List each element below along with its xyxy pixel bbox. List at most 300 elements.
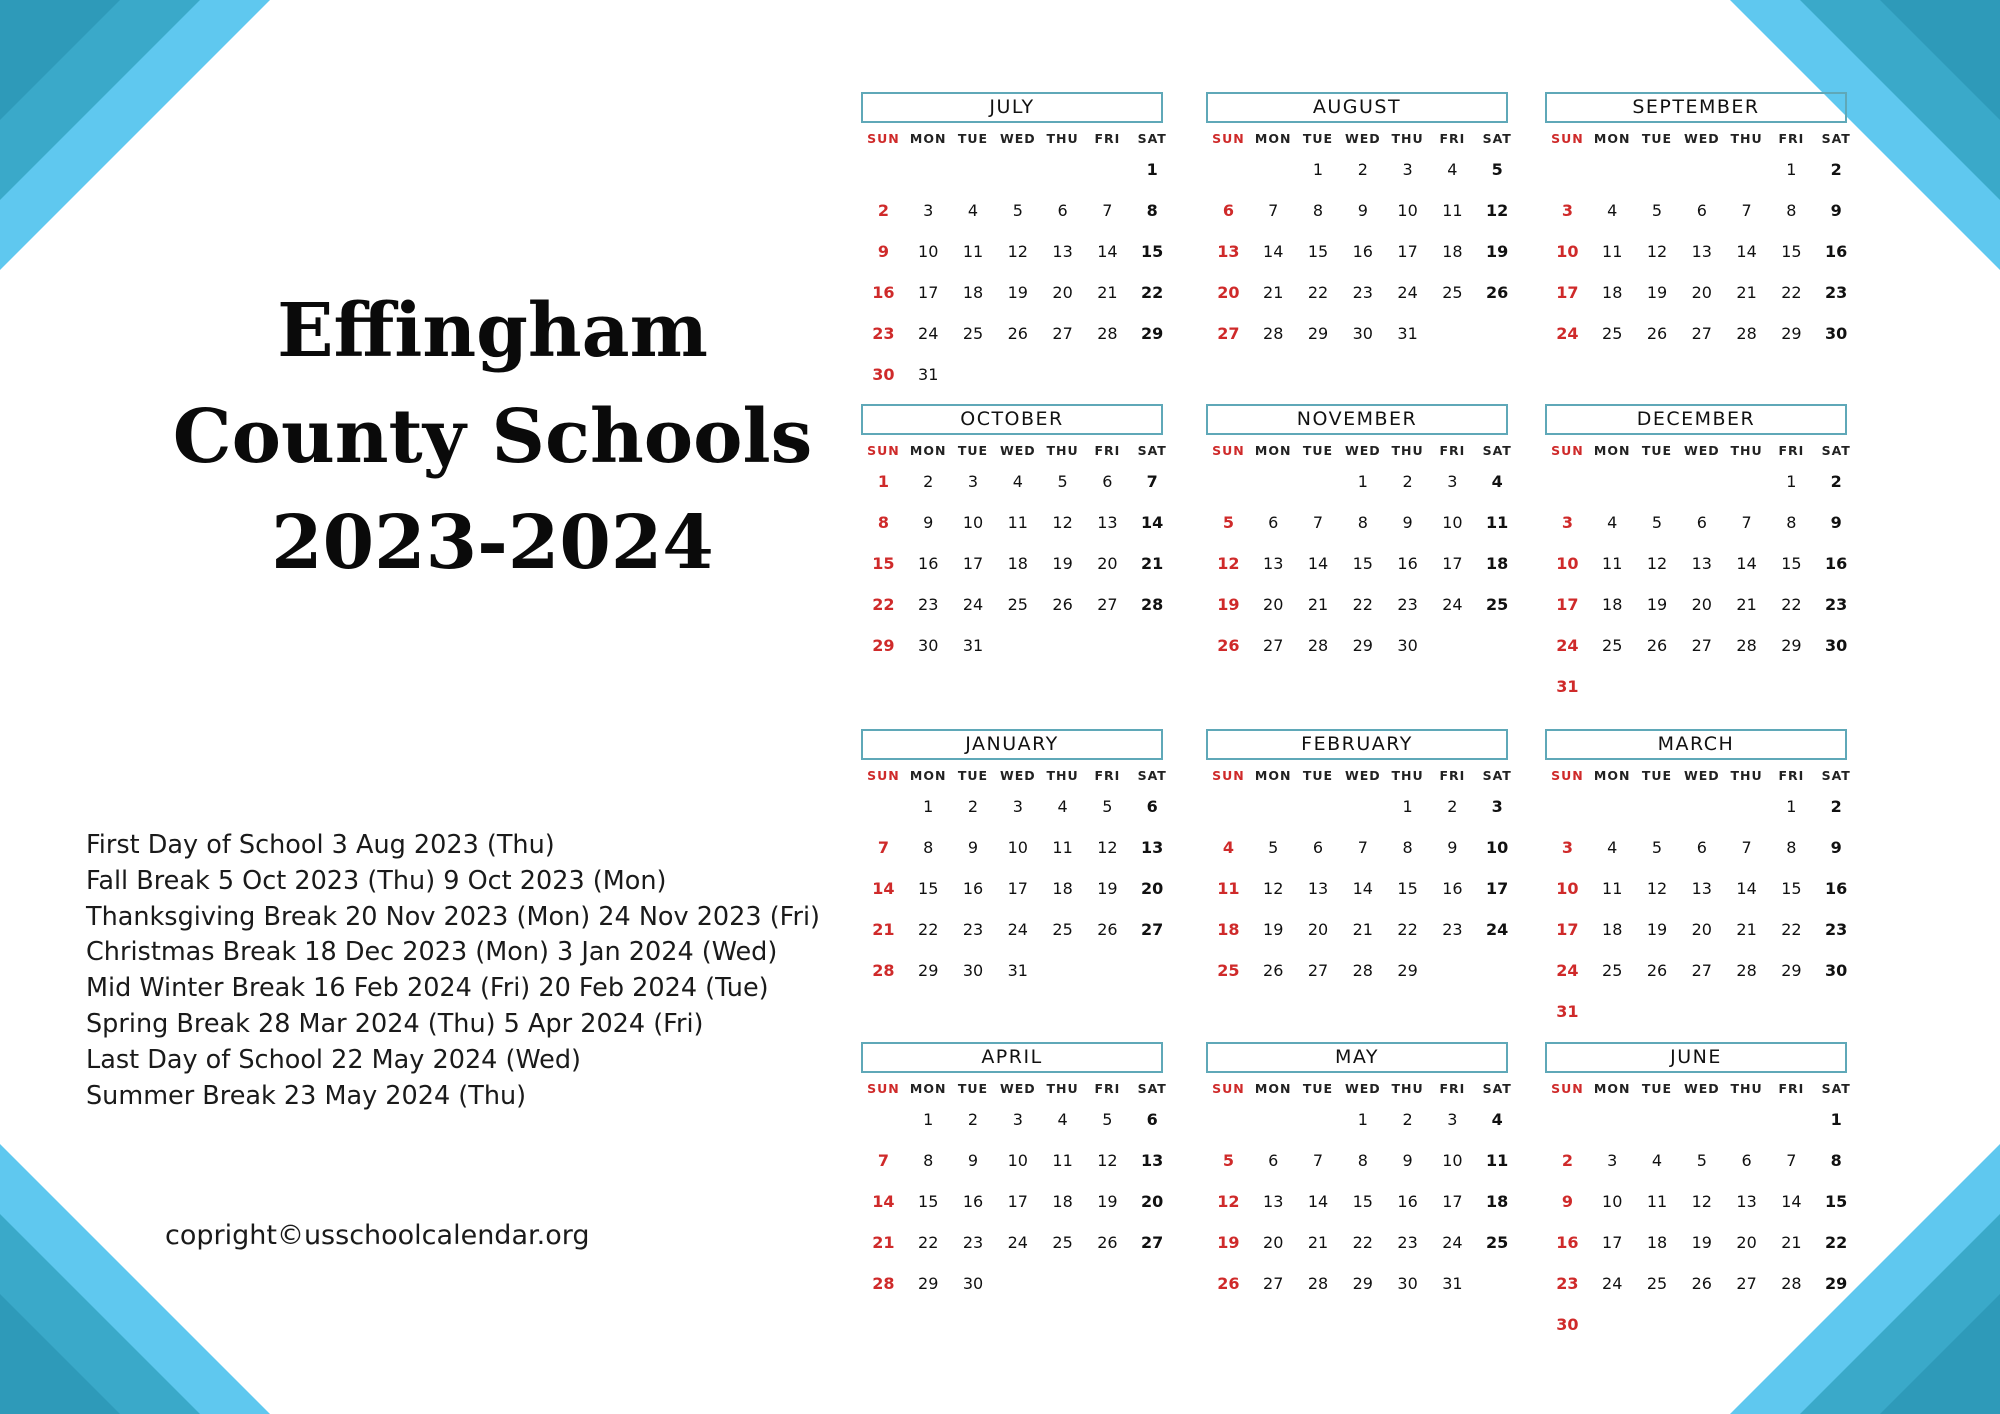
empty-day-cell [951, 149, 996, 190]
day-cell: 26 [1646, 324, 1668, 343]
day-cell: 21 [872, 1233, 895, 1252]
day-cell: 3 [1561, 513, 1573, 532]
month-days-grid [861, 129, 1167, 395]
weekday-label: SAT [1821, 443, 1851, 458]
day-cell: 20 [1141, 879, 1164, 898]
weekday-label: MON [1593, 1081, 1631, 1096]
weekday-label: TUE [957, 768, 989, 783]
weekday-label: FRI [1094, 131, 1121, 146]
weekday-label: TUE [1302, 768, 1334, 783]
empty-day-cell [1545, 786, 1590, 827]
day-cell: 3 [1402, 160, 1413, 179]
weekday-label: FRI [1439, 1081, 1466, 1096]
weekday-label: MON [1593, 768, 1631, 783]
weekday-label: WED [1344, 768, 1381, 783]
day-cell: 5 [1268, 838, 1279, 857]
day-cell: 22 [1781, 920, 1802, 939]
day-cell: 22 [1307, 283, 1329, 302]
day-cell: 10 [1556, 879, 1579, 898]
weekday-label: FRI [1778, 1081, 1805, 1096]
day-cell: 9 [1830, 513, 1842, 532]
day-cell: 6 [1057, 201, 1068, 220]
day-cell: 7 [877, 838, 889, 857]
day-cell: 13 [1307, 879, 1329, 898]
month-january [861, 729, 1167, 991]
day-cell: 9 [1561, 1192, 1573, 1211]
day-cell: 22 [1781, 595, 1802, 614]
day-cell: 21 [1736, 595, 1757, 614]
day-cell: 8 [923, 838, 934, 857]
event-item: Christmas Break 18 Dec 2023 (Mon) 3 Jan 2024 (Wed) [86, 937, 778, 968]
day-cell: 11 [1602, 554, 1623, 573]
empty-day-cell [1590, 786, 1635, 827]
month-may [1206, 1042, 1512, 1304]
event-item: Summer Break 23 May 2024 (Thu) [86, 1080, 527, 1111]
day-cell: 20 [1097, 554, 1118, 573]
day-cell: 4 [1607, 838, 1618, 857]
month-february [1206, 729, 1512, 991]
day-cell: 15 [1781, 242, 1802, 261]
day-cell: 23 [1825, 283, 1848, 302]
empty-day-cell [1635, 786, 1680, 827]
day-cell: 27 [1263, 1274, 1284, 1293]
day-cell: 2 [967, 797, 979, 816]
month-title: APRIL [861, 1042, 1163, 1073]
weekday-label: SUN [1212, 1081, 1245, 1096]
day-cell: 8 [1357, 513, 1368, 532]
empty-day-cell [1724, 1099, 1769, 1140]
empty-day-cell [1545, 461, 1590, 502]
day-cell: 2 [1357, 160, 1368, 179]
day-cell: 21 [1352, 920, 1373, 939]
empty-day-cell [995, 149, 1040, 190]
day-cell: 11 [1217, 879, 1240, 898]
event-item: Fall Break 5 Oct 2023 (Thu) 9 Oct 2023 (Mon) [86, 865, 667, 896]
day-cell: 4 [1447, 160, 1458, 179]
day-cell: 4 [1491, 1110, 1503, 1129]
day-cell: 31 [1556, 1002, 1579, 1021]
empty-day-cell [1206, 1099, 1251, 1140]
day-cell: 15 [1352, 554, 1373, 573]
day-cell: 20 [1691, 595, 1712, 614]
day-cell: 13 [1691, 242, 1712, 261]
empty-day-cell [861, 1099, 906, 1140]
weekday-label: WED [1344, 443, 1381, 458]
weekday-label: SAT [1482, 768, 1512, 783]
day-cell: 14 [1141, 513, 1164, 532]
day-cell: 13 [1141, 1151, 1164, 1170]
empty-day-cell [861, 786, 906, 827]
day-cell: 14 [1263, 242, 1284, 261]
weekday-label: THU [1730, 131, 1763, 146]
day-cell: 7 [1312, 513, 1324, 532]
day-cell: 2 [1447, 797, 1458, 816]
day-cell: 23 [1556, 1274, 1579, 1293]
day-cell: 13 [1097, 513, 1118, 532]
weekday-label: SUN [867, 768, 900, 783]
day-cell: 11 [1602, 879, 1623, 898]
day-cell: 16 [962, 1192, 984, 1211]
day-cell: 14 [1307, 1192, 1329, 1211]
empty-day-cell [1296, 1099, 1341, 1140]
month-days-grid [1545, 129, 1851, 354]
day-cell: 6 [1696, 201, 1707, 220]
weekday-label: SUN [1212, 768, 1245, 783]
weekday-label: TUE [957, 131, 989, 146]
day-cell: 23 [1825, 920, 1848, 939]
event-item: Last Day of School 22 May 2024 (Wed) [86, 1044, 581, 1075]
day-cell: 19 [1217, 1233, 1240, 1252]
weekday-label: FRI [1094, 768, 1121, 783]
day-cell: 8 [923, 1151, 934, 1170]
day-cell: 2 [877, 201, 889, 220]
event-item: Spring Break 28 Mar 2024 (Thu) 5 Apr 2024 (Fri) [86, 1008, 704, 1039]
weekday-label: MON [1254, 1081, 1292, 1096]
day-cell: 6 [1222, 201, 1234, 220]
day-cell: 15 [1141, 242, 1164, 261]
weekday-label: WED [1683, 443, 1720, 458]
day-cell: 15 [1397, 879, 1418, 898]
day-cell: 30 [962, 961, 984, 980]
day-cell: 27 [1052, 324, 1073, 343]
day-cell: 29 [918, 961, 939, 980]
day-cell: 25 [1442, 283, 1463, 302]
day-cell: 18 [1602, 595, 1623, 614]
day-cell: 30 [918, 636, 939, 655]
day-cell: 24 [1442, 595, 1463, 614]
day-cell: 31 [1397, 324, 1418, 343]
day-cell: 3 [923, 201, 934, 220]
day-cell: 17 [1007, 879, 1028, 898]
month-title: JUNE [1545, 1042, 1847, 1073]
day-cell: 20 [1263, 1233, 1284, 1252]
day-cell: 27 [1736, 1274, 1757, 1293]
day-cell: 4 [1607, 513, 1618, 532]
day-cell: 14 [1736, 879, 1757, 898]
month-days-grid [1545, 1079, 1851, 1345]
day-cell: 26 [1646, 636, 1668, 655]
day-cell: 4 [1491, 472, 1503, 491]
day-cell: 21 [1307, 1233, 1329, 1252]
day-cell: 14 [1736, 554, 1757, 573]
day-cell: 1 [1402, 797, 1413, 816]
day-cell: 18 [1602, 283, 1623, 302]
day-cell: 22 [872, 595, 895, 614]
day-cell: 5 [1651, 838, 1663, 857]
day-cell: 18 [1646, 1233, 1668, 1252]
day-cell: 28 [1736, 636, 1757, 655]
empty-day-cell [1679, 786, 1724, 827]
weekday-label: SAT [1137, 1081, 1167, 1096]
day-cell: 25 [1602, 636, 1623, 655]
day-cell: 25 [1646, 1274, 1668, 1293]
month-days-grid [861, 441, 1167, 666]
weekday-label: SAT [1482, 131, 1512, 146]
day-cell: 15 [1307, 242, 1329, 261]
day-cell: 18 [1602, 920, 1623, 939]
day-cell: 16 [1825, 554, 1848, 573]
day-cell: 2 [1402, 1110, 1413, 1129]
weekday-label: WED [999, 1081, 1036, 1096]
day-cell: 20 [1263, 595, 1284, 614]
day-cell: 24 [1602, 1274, 1623, 1293]
day-cell: 13 [1263, 1192, 1284, 1211]
day-cell: 28 [1307, 1274, 1329, 1293]
empty-day-cell [1545, 149, 1590, 190]
day-cell: 29 [1825, 1274, 1848, 1293]
day-cell: 12 [1646, 879, 1668, 898]
month-title: FEBRUARY [1206, 729, 1508, 760]
day-cell: 29 [918, 1274, 939, 1293]
day-cell: 5 [1651, 201, 1663, 220]
day-cell: 27 [1263, 636, 1284, 655]
day-cell: 26 [1263, 961, 1284, 980]
day-cell: 2 [1830, 472, 1842, 491]
day-cell: 10 [1007, 1151, 1028, 1170]
day-cell: 21 [1307, 595, 1329, 614]
month-title: MAY [1206, 1042, 1508, 1073]
day-cell: 19 [1052, 554, 1073, 573]
day-cell: 9 [967, 838, 979, 857]
day-cell: 11 [1442, 201, 1463, 220]
day-cell: 9 [1830, 838, 1842, 857]
weekday-label: SAT [1482, 443, 1512, 458]
day-cell: 6 [1102, 472, 1113, 491]
day-cell: 23 [1397, 595, 1418, 614]
day-cell: 24 [962, 595, 984, 614]
weekday-label: SUN [1551, 1081, 1584, 1096]
weekday-label: SAT [1821, 1081, 1851, 1096]
day-cell: 14 [1097, 242, 1118, 261]
day-cell: 20 [1141, 1192, 1164, 1211]
day-cell: 3 [1561, 838, 1573, 857]
day-cell: 5 [1696, 1151, 1707, 1170]
day-cell: 30 [1397, 1274, 1418, 1293]
day-cell: 2 [967, 1110, 979, 1129]
day-cell: 29 [1352, 636, 1373, 655]
day-cell: 23 [1825, 595, 1848, 614]
day-cell: 17 [1556, 283, 1579, 302]
empty-day-cell [1635, 149, 1680, 190]
day-cell: 31 [1007, 961, 1028, 980]
weekday-label: SAT [1137, 768, 1167, 783]
day-cell: 16 [962, 879, 984, 898]
day-cell: 1 [1786, 797, 1797, 816]
day-cell: 10 [1602, 1192, 1623, 1211]
weekday-label: THU [1391, 443, 1424, 458]
day-cell: 11 [1646, 1192, 1668, 1211]
empty-day-cell [1724, 461, 1769, 502]
day-cell: 13 [1691, 879, 1712, 898]
day-cell: 9 [923, 513, 934, 532]
day-cell: 24 [1556, 324, 1579, 343]
day-cell: 27 [1307, 961, 1329, 980]
day-cell: 16 [1352, 242, 1373, 261]
day-cell: 12 [1646, 554, 1668, 573]
weekday-label: THU [1046, 768, 1079, 783]
empty-day-cell [1679, 149, 1724, 190]
day-cell: 25 [1486, 595, 1509, 614]
weekday-label: TUE [1302, 1081, 1334, 1096]
weekday-label: WED [1683, 131, 1720, 146]
day-cell: 19 [1646, 595, 1668, 614]
day-cell: 19 [1007, 283, 1028, 302]
day-cell: 13 [1691, 554, 1712, 573]
empty-day-cell [1590, 461, 1635, 502]
day-cell: 18 [1486, 554, 1509, 573]
day-cell: 27 [1141, 920, 1164, 939]
day-cell: 8 [1146, 201, 1158, 220]
day-cell: 3 [967, 472, 979, 491]
day-cell: 8 [1786, 838, 1797, 857]
day-cell: 28 [872, 1274, 895, 1293]
day-cell: 24 [1556, 636, 1579, 655]
day-cell: 19 [1217, 595, 1240, 614]
month-december [1545, 404, 1851, 707]
day-cell: 24 [918, 324, 939, 343]
page-title [130, 278, 855, 596]
day-cell: 7 [1741, 201, 1752, 220]
day-cell: 11 [1602, 242, 1623, 261]
weekday-label: MON [909, 768, 947, 783]
day-cell: 4 [1057, 797, 1068, 816]
day-cell: 7 [877, 1151, 889, 1170]
day-cell: 10 [1442, 1151, 1463, 1170]
empty-day-cell [1206, 461, 1251, 502]
event-item: Mid Winter Break 16 Feb 2024 (Fri) 20 Feb 2024 (Tue) [86, 973, 769, 1004]
day-cell: 4 [1651, 1151, 1663, 1170]
month-days-grid [1545, 766, 1851, 1032]
month-title: OCTOBER [861, 404, 1163, 435]
day-cell: 1 [1357, 1110, 1368, 1129]
day-cell: 13 [1263, 554, 1284, 573]
day-cell: 30 [872, 365, 895, 384]
empty-day-cell [861, 149, 906, 190]
day-cell: 7 [1741, 513, 1752, 532]
day-cell: 19 [1646, 920, 1668, 939]
empty-day-cell [1206, 786, 1251, 827]
empty-day-cell [1296, 786, 1341, 827]
day-cell: 9 [1402, 1151, 1413, 1170]
weekday-label: THU [1391, 768, 1424, 783]
weekday-label: SUN [867, 131, 900, 146]
day-cell: 20 [1736, 1233, 1757, 1252]
day-cell: 31 [918, 365, 939, 384]
day-cell: 8 [1402, 838, 1413, 857]
weekday-label: WED [999, 443, 1036, 458]
weekday-label: SUN [1212, 131, 1245, 146]
month-title: JANUARY [861, 729, 1163, 760]
day-cell: 9 [877, 242, 889, 261]
day-cell: 5 [1651, 513, 1663, 532]
day-cell: 21 [872, 920, 895, 939]
day-cell: 7 [1146, 472, 1158, 491]
day-cell: 16 [872, 283, 895, 302]
weekday-label: TUE [1302, 131, 1334, 146]
weekday-label: FRI [1094, 443, 1121, 458]
day-cell: 28 [872, 961, 895, 980]
day-cell: 25 [1052, 1233, 1073, 1252]
copyright-notice: copright©usschoolcalendar.org [165, 1220, 590, 1251]
day-cell: 19 [1691, 1233, 1712, 1252]
day-cell: 13 [1052, 242, 1073, 261]
day-cell: 2 [1830, 797, 1842, 816]
day-cell: 31 [1442, 1274, 1463, 1293]
weekday-label: FRI [1778, 768, 1805, 783]
day-cell: 10 [1007, 838, 1028, 857]
day-cell: 17 [962, 554, 984, 573]
weekday-label: MON [1593, 443, 1631, 458]
day-cell: 22 [1141, 283, 1164, 302]
day-cell: 24 [1486, 920, 1509, 939]
day-cell: 17 [1397, 242, 1418, 261]
day-cell: 5 [1222, 1151, 1234, 1170]
day-cell: 1 [1357, 472, 1368, 491]
day-cell: 25 [1052, 920, 1073, 939]
day-cell: 29 [1781, 961, 1802, 980]
day-cell: 8 [1786, 513, 1797, 532]
weekday-label: MON [1593, 131, 1631, 146]
day-cell: 10 [1556, 554, 1579, 573]
day-cell: 9 [1830, 201, 1842, 220]
day-cell: 16 [1556, 1233, 1579, 1252]
events-list [86, 828, 846, 1114]
day-cell: 1 [1146, 160, 1158, 179]
month-november [1206, 404, 1512, 666]
day-cell: 12 [1263, 879, 1284, 898]
day-cell: 3 [1447, 1110, 1458, 1129]
weekday-label: SAT [1482, 1081, 1512, 1096]
empty-day-cell [1251, 149, 1296, 190]
day-cell: 15 [1825, 1192, 1848, 1211]
day-cell: 17 [1442, 1192, 1463, 1211]
weekday-label: THU [1391, 1081, 1424, 1096]
weekday-label: MON [909, 131, 947, 146]
day-cell: 24 [1556, 961, 1579, 980]
day-cell: 1 [1786, 472, 1797, 491]
day-cell: 23 [1352, 283, 1373, 302]
day-cell: 20 [1217, 283, 1240, 302]
weekday-label: TUE [957, 1081, 989, 1096]
day-cell: 26 [1097, 920, 1118, 939]
day-cell: 30 [1397, 636, 1418, 655]
day-cell: 5 [1102, 797, 1113, 816]
day-cell: 10 [1397, 201, 1418, 220]
day-cell: 29 [1781, 324, 1802, 343]
day-cell: 23 [1397, 1233, 1418, 1252]
weekday-label: FRI [1094, 1081, 1121, 1096]
day-cell: 28 [1141, 595, 1164, 614]
day-cell: 23 [962, 920, 984, 939]
corner-decoration-top-left [0, 0, 270, 270]
day-cell: 19 [1097, 879, 1118, 898]
day-cell: 15 [1352, 1192, 1373, 1211]
day-cell: 16 [1397, 1192, 1418, 1211]
day-cell: 6 [1696, 513, 1707, 532]
day-cell: 6 [1146, 797, 1158, 816]
empty-day-cell [1545, 1099, 1590, 1140]
month-august [1206, 92, 1512, 354]
empty-day-cell [1590, 149, 1635, 190]
day-cell: 11 [1486, 513, 1509, 532]
day-cell: 19 [1097, 1192, 1118, 1211]
day-cell: 12 [1486, 201, 1509, 220]
day-cell: 31 [962, 636, 984, 655]
day-cell: 21 [1141, 554, 1164, 573]
month-days-grid [1545, 441, 1851, 707]
month-june [1545, 1042, 1851, 1345]
day-cell: 15 [918, 1192, 939, 1211]
